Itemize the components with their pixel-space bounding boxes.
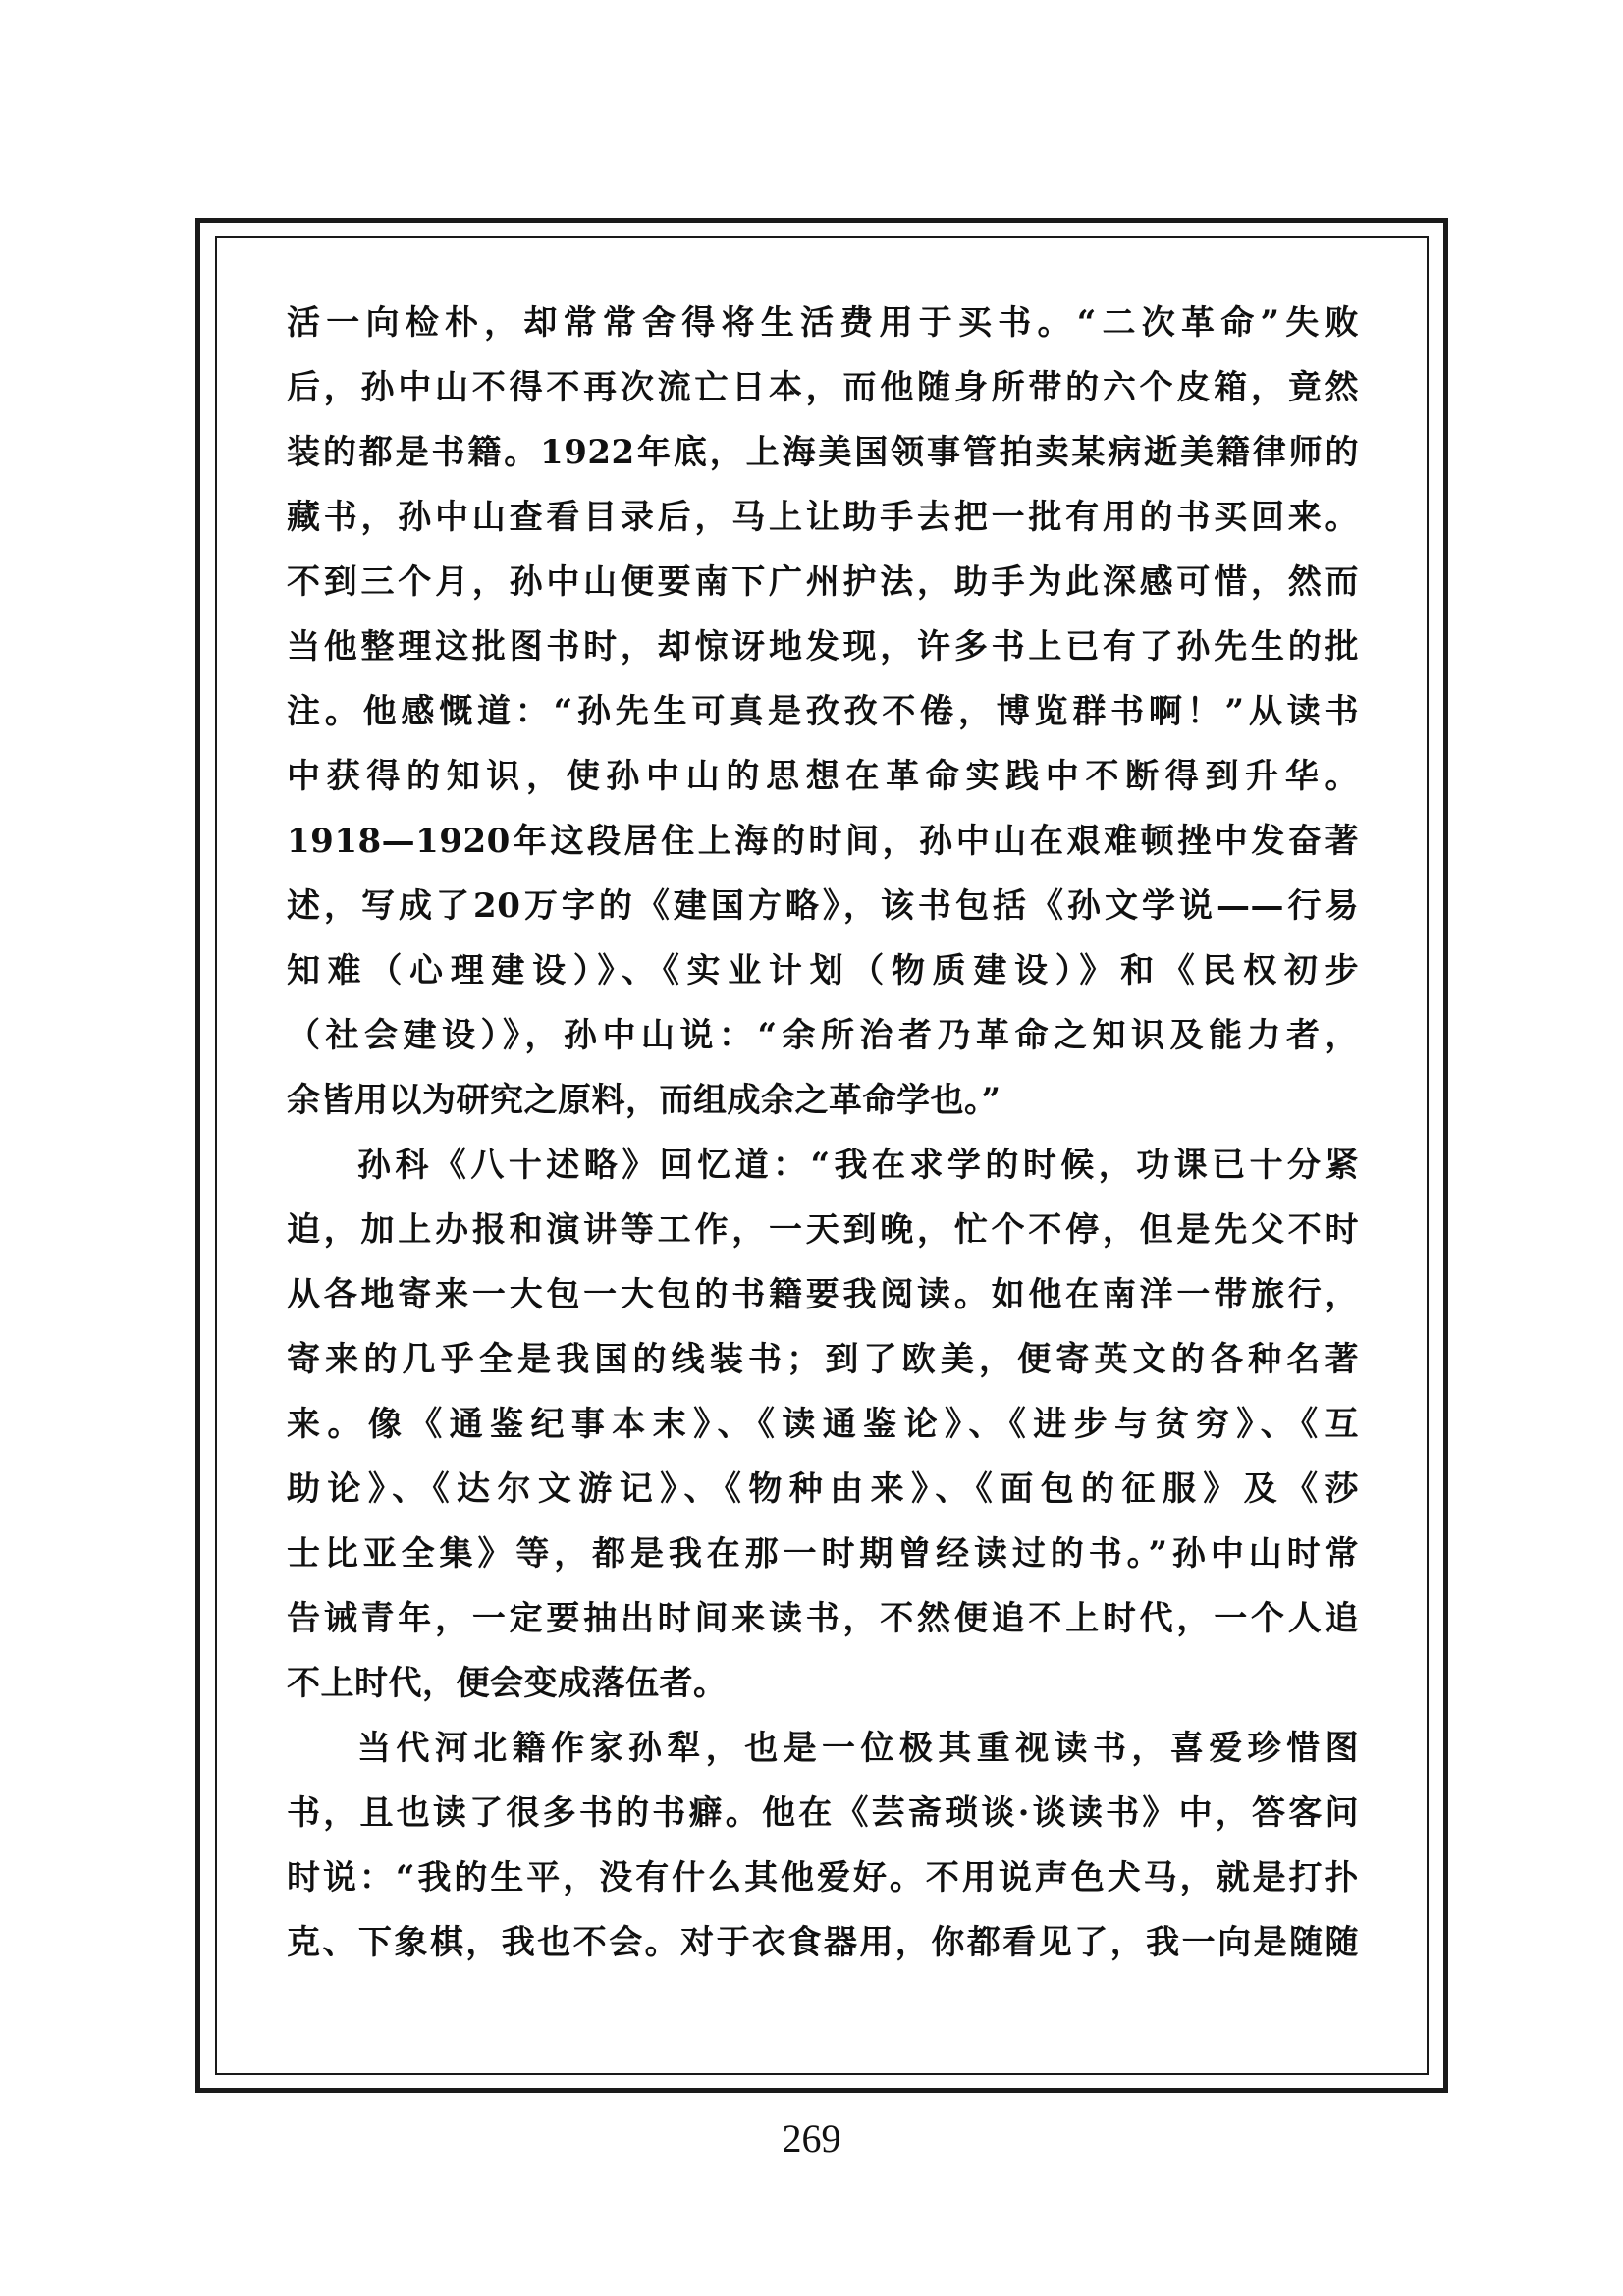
- text-line: 注。他感慨道：“孙先生可真是孜孜不倦，博览群书啊！”从读书: [287, 692, 1359, 731]
- text-line: 孙科《八十述略》回忆道：“我在求学的时候，功课已十分紧: [357, 1146, 1359, 1185]
- body-text: [287, 291, 1359, 1975]
- text-line: 从各地寄来一大包一大包的书籍要我阅读。如他在南洋一带旅行，: [287, 1275, 1359, 1314]
- text-line: 当代河北籍作家孙犁，也是一位极其重视读书，喜爱珍惜图: [357, 1729, 1359, 1768]
- text-line: 不到三个月，孙中山便要南下广州护法，助手为此深感可惜，然而: [287, 562, 1359, 602]
- text-line: 士比亚全集》等，都是我在那一时期曾经读过的书。”孙中山时常: [287, 1534, 1359, 1574]
- text-line: 告诫青年，一定要抽出时间来读书，不然便追不上时代，一个人追: [287, 1599, 1359, 1638]
- page-number: 269: [782, 2116, 841, 2161]
- text-line: 藏书，孙中山查看目录后，马上让助手去把一批有用的书买回来。: [287, 498, 1359, 537]
- text-line: 来。像《通鉴纪事本末》、《读通鉴论》、《进步与贫穷》、《互: [287, 1405, 1359, 1444]
- text-line: （社会建设）》，孙中山说：“余所治者乃革命之知识及能力者，: [287, 1016, 1359, 1055]
- text-line: 后，孙中山不得不再次流亡日本，而他随身所带的六个皮箱，竟然: [287, 368, 1359, 407]
- text-line: 1918—1920年这段居住上海的时间，孙中山在艰难顿挫中发奋著: [287, 822, 1359, 861]
- text-line: 活一向检朴，却常常舍得将生活费用于买书。“二次革命”失败: [287, 303, 1359, 343]
- text-line: 当他整理这批图书时，却惊讶地发现，许多书上已有了孙先生的批: [287, 627, 1359, 667]
- text-line: 书，且也读了很多书的书癖。他在《芸斋琐谈·谈读书》中，答客问: [287, 1793, 1359, 1833]
- text-line: 述，写成了20万字的《建国方略》，该书包括《孙文学说——行易: [287, 886, 1359, 926]
- text-line: 中获得的知识，使孙中山的思想在革命实践中不断得到升华。: [287, 757, 1359, 796]
- text-line: 余皆用以为研究之原料，而组成余之革命学也。”: [287, 1081, 1001, 1120]
- text-line: 迫，加上办报和演讲等工作，一天到晚，忙个不停，但是先父不时: [287, 1210, 1359, 1250]
- text-line: 寄来的几乎全是我国的线装书；到了欧美，便寄英文的各种名著: [287, 1340, 1359, 1379]
- text-line: 时说：“我的生平，没有什么其他爱好。不用说声色犬马，就是打扑: [287, 1858, 1359, 1897]
- text-line: 不上时代，便会变成落伍者。: [287, 1664, 728, 1703]
- text-line: 克、下象棋，我也不会。对于衣食器用，你都看见了，我一向是随随: [287, 1923, 1359, 1962]
- text-line: 助论》、《达尔文游记》、《物种由来》、《面包的征服》及《莎: [287, 1469, 1359, 1509]
- text-line: 装的都是书籍。1922年底，上海美国领事管拍卖某病逝美籍律师的: [287, 433, 1359, 472]
- text-line: 知难（心理建设）》、《实业计划（物质建设）》和《民权初步: [287, 951, 1359, 990]
